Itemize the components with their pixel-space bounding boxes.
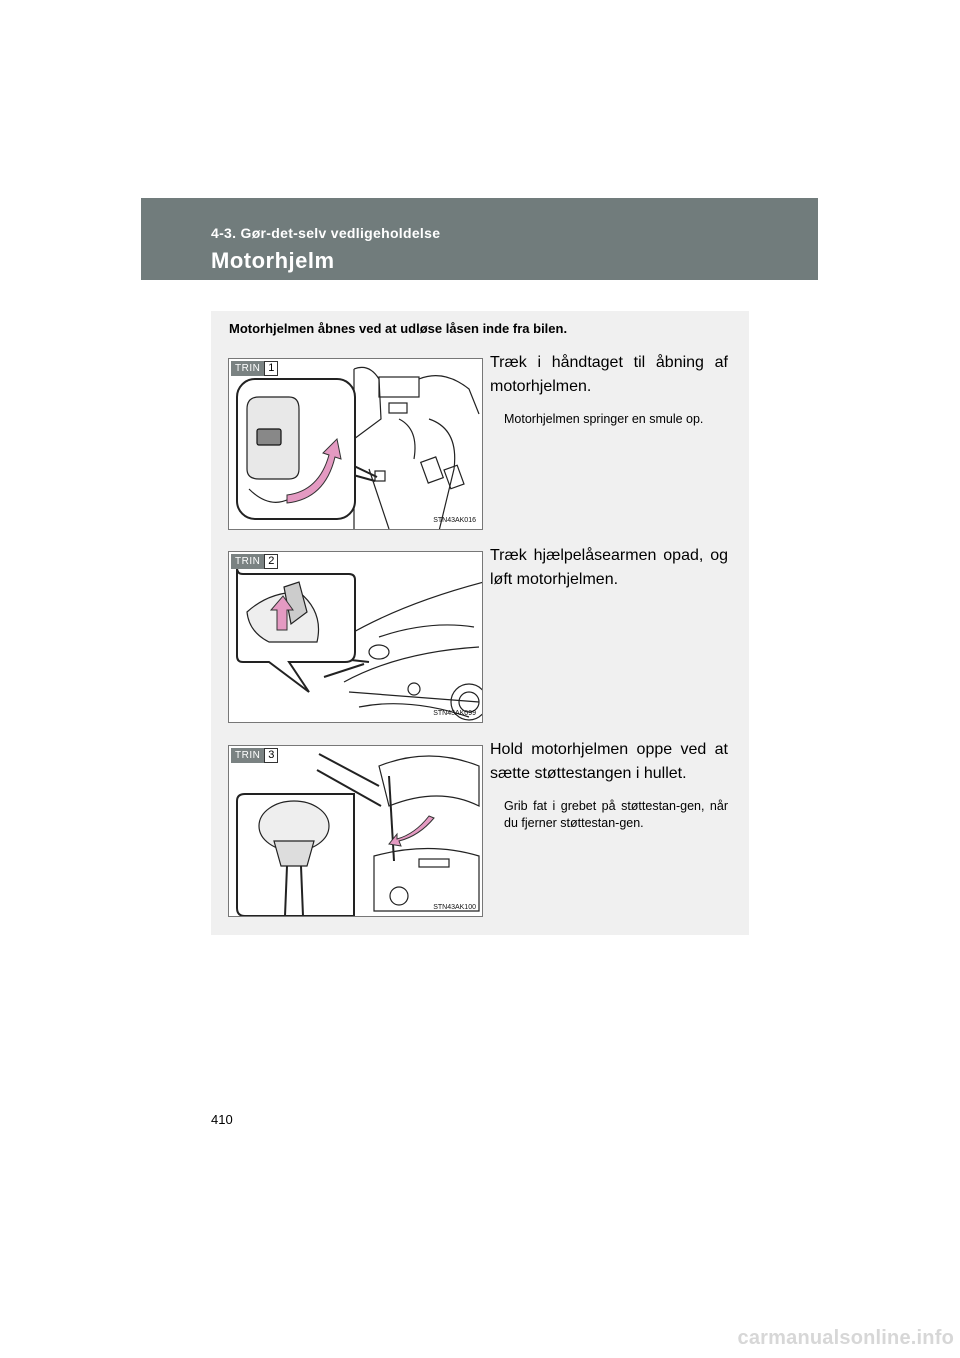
step-1-text — [490, 351, 728, 428]
step-word: TRIN — [231, 748, 264, 763]
step-3-text — [490, 738, 728, 832]
step-word: TRIN — [231, 554, 264, 569]
step-3-illustration — [228, 745, 483, 917]
support-rod-drawing — [229, 746, 483, 917]
image-code: STN43AK099 — [433, 710, 476, 717]
hood-release-lever-drawing — [229, 359, 483, 530]
section-label: 4-3. Gør-det-selv vedligeholdelse — [211, 225, 441, 241]
step-2-label — [231, 554, 278, 569]
page-number: 410 — [211, 1112, 233, 1127]
section-header — [141, 198, 818, 280]
step-2-illustration — [228, 551, 483, 723]
watermark: carmanualsonline.info — [737, 1327, 954, 1349]
step-3-instruction: Hold motorhjelmen oppe ved at sætte støttestangen i hullet. — [490, 741, 728, 782]
page-title: Motorhjelm — [211, 248, 335, 273]
step-word: TRIN — [231, 361, 264, 376]
instruction-panel — [211, 311, 749, 935]
step-3-label — [231, 748, 278, 763]
step-number: 3 — [264, 748, 278, 763]
step-1-illustration — [228, 358, 483, 530]
intro-text: Motorhjelmen åbnes ved at udløse låsen inde fra bilen. — [229, 321, 568, 336]
image-code: STN43AK100 — [433, 904, 476, 911]
step-number: 1 — [264, 361, 278, 376]
auxiliary-catch-drawing — [229, 552, 483, 723]
step-1-label — [231, 361, 278, 376]
step-3-note: Grib fat i grebet på støttestan-gen, når du fjerner støttestan-gen. — [504, 799, 728, 830]
image-code: STN43AK016 — [433, 517, 476, 524]
step-2-text — [490, 544, 728, 592]
step-1-note: Motorhjelmen springer en smule op. — [504, 412, 704, 426]
step-1-instruction: Træk i håndtaget til åbning af motorhjelmen. — [490, 354, 728, 395]
step-number: 2 — [264, 554, 278, 569]
step-2-instruction: Træk hjælpelåsearmen opad, og løft motorhjelmen. — [490, 547, 728, 588]
